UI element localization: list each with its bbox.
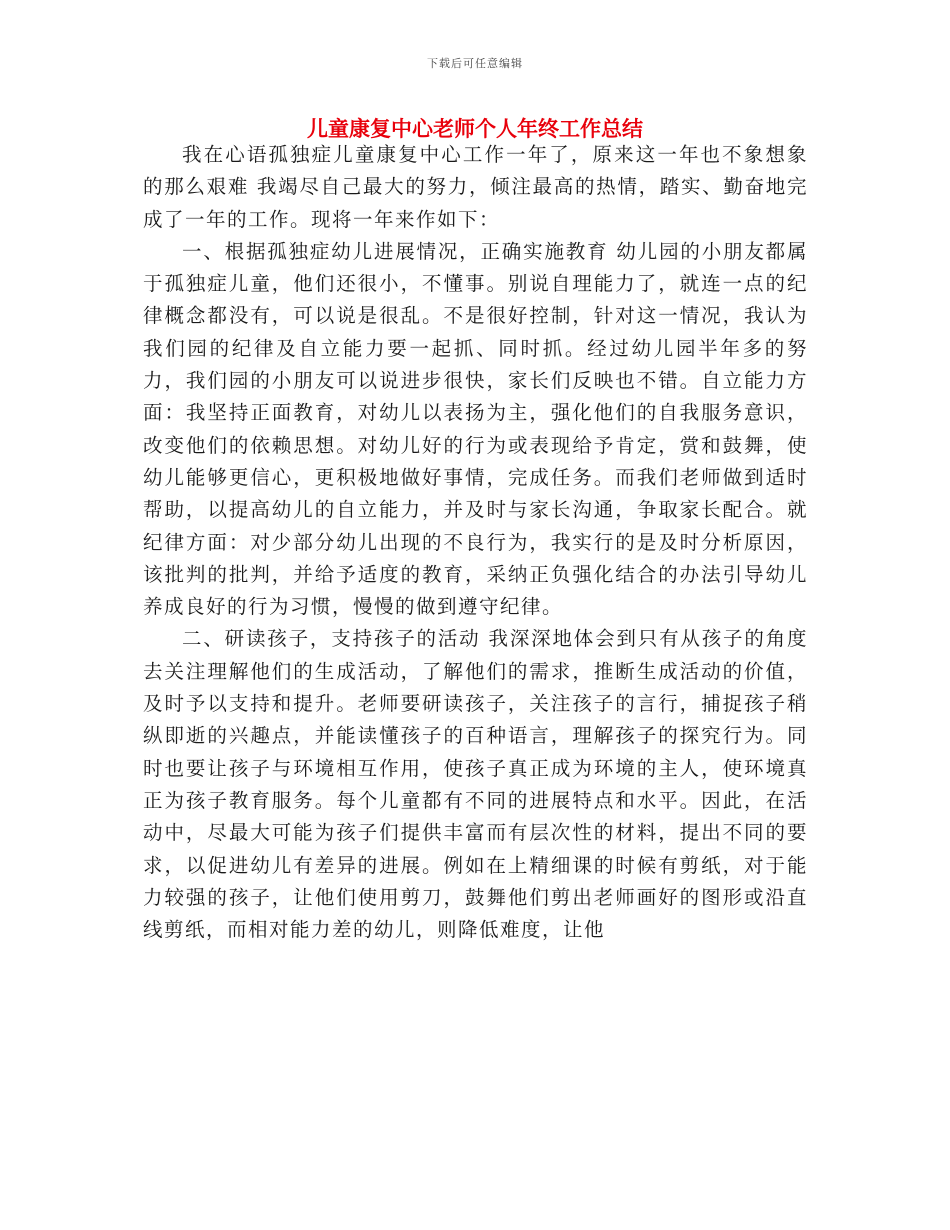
document-body (143, 139, 808, 946)
document-title: 儿童康复中心老师个人年终工作总结 (307, 117, 643, 141)
header-note: 下载后可任意编辑 (427, 57, 523, 70)
paragraph-section-two: 二、研读孩子，支持孩子的活动 我深深地体会到只有从孩子的角度去关注理解他们的生成活动，了解他们的需求，推断生成活动的价值，及时予以支持和提升。老师要研读孩子，关注孩子的言行，捕捉孩子稍纵即逝的兴趣点，并能读懂孩子的百种语言，理解孩子的探究行为。同时也要让孩子与环境相互作用，使孩子真正成为环境的主人，使环境真正为孩子教育服务。每个儿童都有不同的进展特点和水平。因此，在活动中，尽最大可能为孩子们提供丰富而有层次性的材料，提出不同的要求，以促进幼儿有差异的进展。例如在上精细课的时候有剪纸，对于能力较强的孩子，让他们使用剪刀，鼓舞他们剪出老师画好的图形或沿直线剪纸，而相对能力差的幼儿，则降低难度，让他 (143, 627, 808, 942)
paragraph-intro: 我在心语孤独症儿童康复中心工作一年了，原来这一年也不象想象的那么艰难 我竭尽自己最大的努力，倾注最高的热情，踏实、勤奋地完成了一年的工作。现将一年来作如下： (143, 143, 808, 231)
paragraph-section-one: 一、根据孤独症幼儿进展情况，正确实施教育 幼儿园的小朋友都属于孤独症儿童，他们还很小，不懂事。别说自理能力了，就连一点的纪律概念都没有，可以说是很乱。不是很好控制，针对这一情况，我认为我们园的纪律及自立能力要一起抓、同时抓。经过幼儿园半年多的努力，我们园的小朋友可以说进步很快，家长们反映也不错。自立能力方面：我坚持正面教育，对幼儿以表扬为主，强化他们的自我服务意识，改变他们的依赖思想。对幼儿好的行为或表现给予肯定，赏和鼓舞，使幼儿能够更信心，更积极地做好事情，完成任务。而我们老师做到适时帮助，以提高幼儿的自立能力，并及时与家长沟通，争取家长配合。就纪律方面：对少部分幼儿出现的不良行为，我实行的是及时分析原因，该批判的批判，并给予适度的教育，采纳正负强化结合的办法引导幼儿养成良好的行为习惯，慢慢的做到遵守纪律。 (143, 239, 808, 619)
